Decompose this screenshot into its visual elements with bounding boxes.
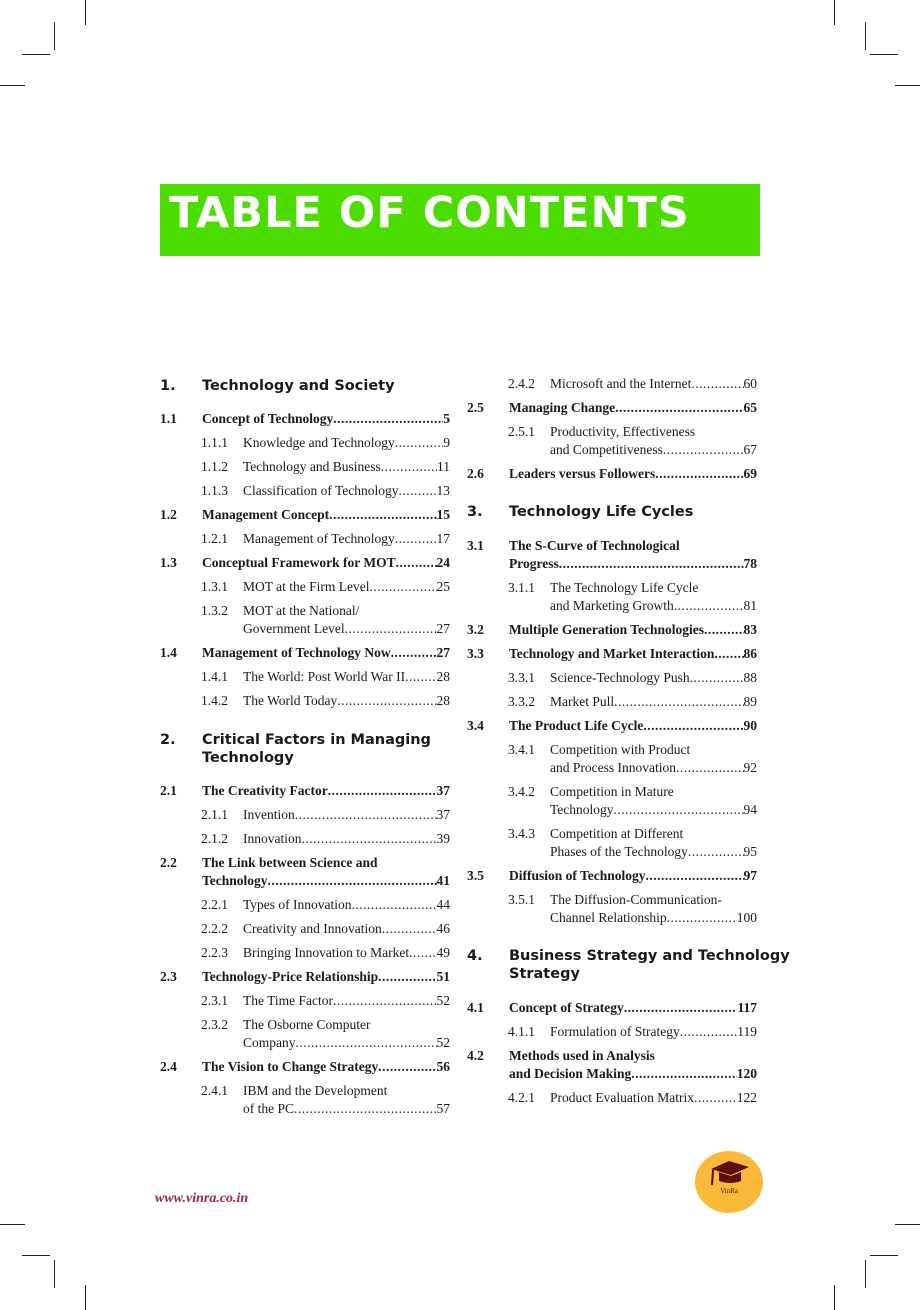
entry-number: 2.4.2	[508, 376, 535, 391]
page-number: 65	[743, 400, 757, 415]
entry-title: Types of Innovation	[243, 897, 352, 912]
page-number: 37	[436, 807, 450, 822]
dot-leader	[345, 620, 437, 638]
dot-leader	[396, 554, 437, 572]
dot-leader	[688, 843, 744, 861]
entry-title: Management of Technology Now	[202, 645, 391, 660]
entry-title: Competition with Product	[550, 742, 691, 757]
entry-number: 3.3	[467, 646, 484, 661]
entry-title: Management Concept	[202, 507, 330, 522]
entry-title: Technology Life Cycles	[509, 504, 694, 520]
entry-number: 1.3	[160, 555, 177, 570]
page-number: 5	[443, 411, 450, 426]
dot-leader	[333, 992, 437, 1010]
page-number: 52	[436, 1035, 450, 1050]
entry-title: Channel Relationship	[550, 910, 667, 925]
page-number: 41	[436, 873, 450, 888]
entry-title: and Process Innovation	[550, 760, 676, 775]
page-number: 28	[436, 669, 450, 684]
page-number: 46	[436, 921, 450, 936]
page-number: 69	[743, 466, 757, 481]
entry-number: 2.2.1	[201, 897, 228, 912]
entry-title: Productivity, Effectiveness	[550, 424, 696, 439]
dot-leader	[615, 399, 743, 417]
entry-title: Technology-Price Relationship	[202, 969, 379, 984]
entry-title: Progress	[509, 556, 559, 571]
entry-title: The Creativity Factor	[202, 783, 328, 798]
dot-leader	[328, 782, 437, 800]
entry-title: Business Strategy and Technology	[509, 948, 790, 964]
dot-leader	[655, 465, 743, 483]
dot-leader	[680, 1023, 738, 1041]
entry-title: Competition at Different	[550, 826, 684, 841]
entry-title: Classification of Technology	[243, 483, 399, 498]
page-number: 39	[436, 831, 450, 846]
entry-title: Diffusion of Technology	[509, 868, 646, 883]
dot-leader	[395, 530, 437, 548]
dot-leader	[333, 410, 443, 428]
entry-title: The Time Factor	[243, 993, 333, 1008]
entry-title: Technology and Market Interaction	[509, 646, 715, 661]
page-number: 119	[737, 1024, 757, 1039]
graduation-cap-icon	[695, 1151, 763, 1191]
dot-leader	[296, 1034, 437, 1052]
entry-title: Leaders versus Followers	[509, 466, 656, 481]
entry-title: Company	[243, 1035, 296, 1050]
dot-leader	[378, 1058, 436, 1076]
crop-mark	[870, 1255, 898, 1256]
crop-mark	[834, 0, 835, 25]
entry-number: 3.4.2	[508, 784, 535, 799]
entry-title: Competition in Mature	[550, 784, 674, 799]
entry-title: Methods used in Analysis	[509, 1048, 655, 1063]
crop-mark	[0, 85, 25, 86]
page-title: TABLE OF CONTENTS	[169, 188, 690, 238]
page-number: 92	[743, 760, 757, 775]
dot-leader	[614, 801, 744, 819]
entry-title: The Diffusion-Communication-	[550, 892, 722, 907]
page-number: 28	[436, 693, 450, 708]
dot-leader	[329, 506, 436, 524]
entry-number: 1.1.1	[201, 435, 228, 450]
dot-leader	[624, 999, 738, 1017]
crop-mark	[54, 1260, 55, 1288]
dot-leader	[381, 458, 437, 476]
page-number: 95	[743, 844, 757, 859]
dot-leader	[369, 578, 436, 596]
crop-mark	[22, 54, 50, 55]
entry-number: 3.4	[467, 718, 484, 733]
dot-leader	[559, 555, 744, 573]
entry-number: 1.1.2	[201, 459, 228, 474]
entry-title: Microsoft and the Internet	[550, 376, 692, 391]
entry-number: 1.3.2	[201, 603, 228, 618]
entry-number: 1.4	[160, 645, 177, 660]
crop-mark	[85, 1285, 86, 1310]
page-number: 52	[436, 993, 450, 1008]
entry-number: 4.1.1	[508, 1024, 535, 1039]
entry-title: Management of Technology	[243, 531, 395, 546]
entry-title: Technology	[202, 873, 268, 888]
entry-title: Creativity and Innovation	[243, 921, 382, 936]
entry-title: MOT at the Firm Level	[243, 579, 370, 594]
entry-title: Market Pull	[550, 694, 615, 709]
entry-number: 2.2.2	[201, 921, 228, 936]
entry-number: 1.	[160, 378, 176, 394]
entry-number: 3.5.1	[508, 892, 535, 907]
entry-title: The World: Post World War II	[243, 669, 406, 684]
entry-title: and Decision Making	[509, 1066, 632, 1081]
crop-mark	[865, 1260, 866, 1288]
logo-text: VinRa	[720, 1187, 738, 1195]
entry-title: of the PC	[243, 1101, 295, 1116]
dot-leader	[382, 920, 437, 938]
entry-number: 3.4.3	[508, 826, 535, 841]
entry-title: Product Evaluation Matrix	[550, 1090, 694, 1105]
entry-number: 1.4.1	[201, 669, 228, 684]
dot-leader	[694, 1089, 737, 1107]
entry-title: and Competitiveness	[550, 442, 663, 457]
entry-title: Phases of the Technology	[550, 844, 688, 859]
entry-title: Technology	[202, 750, 294, 766]
entry-title: Multiple Generation Technologies	[509, 622, 705, 637]
page-number: 17	[436, 531, 450, 546]
entry-title: Innovation	[243, 831, 302, 846]
entry-number: 2.1.2	[201, 831, 228, 846]
crop-mark	[834, 1285, 835, 1310]
dot-leader	[405, 668, 436, 686]
page-number: 57	[436, 1101, 450, 1116]
entry-number: 2.5.1	[508, 424, 535, 439]
entry-number: 2.4.1	[201, 1083, 228, 1098]
entry-number: 3.2	[467, 622, 484, 637]
entry-number: 2.2.3	[201, 945, 228, 960]
page-number: 89	[743, 694, 757, 709]
page-number: 67	[743, 442, 757, 457]
entry-number: 1.2.1	[201, 531, 228, 546]
dot-leader	[704, 621, 743, 639]
page-number: 117	[737, 1000, 757, 1015]
entry-number: 2.	[160, 732, 176, 748]
dot-leader	[268, 872, 437, 890]
entry-title: Invention	[243, 807, 295, 822]
page-number: 49	[436, 945, 450, 960]
entry-title: The Vision to Change Strategy	[202, 1059, 379, 1074]
page-number: 100	[736, 910, 757, 925]
crop-mark	[895, 85, 920, 86]
entry-number: 4.2	[467, 1048, 484, 1063]
entry-number: 1.2	[160, 507, 177, 522]
entry-number: 3.1	[467, 538, 484, 553]
page-number: 78	[743, 556, 757, 571]
dot-leader	[676, 759, 744, 777]
entry-number: 2.5	[467, 400, 484, 415]
entry-title: Technology and Society	[202, 378, 395, 394]
dot-leader	[631, 1065, 736, 1083]
crop-mark	[865, 22, 866, 50]
graduation-cap-logo	[695, 1151, 763, 1213]
page-number: 86	[743, 646, 757, 661]
page-number: 60	[743, 376, 757, 391]
crop-mark	[870, 54, 898, 55]
crop-mark	[85, 0, 86, 25]
entry-number: 3.1.1	[508, 580, 535, 595]
entry-title: Government Level	[243, 621, 345, 636]
page-number: 27	[436, 621, 450, 636]
entry-number: 3.3.2	[508, 694, 535, 709]
dot-leader	[399, 482, 437, 500]
dot-leader	[646, 867, 744, 885]
entry-number: 2.1	[160, 783, 177, 798]
dot-leader	[674, 597, 744, 615]
page-number: 90	[743, 718, 757, 733]
title-banner	[160, 184, 760, 256]
dot-leader	[667, 909, 737, 927]
page-number: 122	[736, 1090, 757, 1105]
entry-number: 1.4.2	[201, 693, 228, 708]
entry-title: Concept of Strategy	[509, 1000, 624, 1015]
dot-leader	[294, 1100, 436, 1118]
dot-leader	[409, 944, 436, 962]
entry-number: 2.4	[160, 1059, 177, 1074]
entry-title: Technology and Business	[243, 459, 381, 474]
dot-leader	[691, 375, 743, 393]
entry-number: 3.4.1	[508, 742, 535, 757]
entry-number: 3.5	[467, 868, 484, 883]
entry-number: 1.1	[160, 411, 177, 426]
entry-number: 2.1.1	[201, 807, 228, 822]
entry-number: 1.3.1	[201, 579, 228, 594]
dot-leader	[663, 441, 744, 459]
page-number: 120	[736, 1066, 757, 1081]
entry-number: 2.2	[160, 855, 177, 870]
entry-title: Technology	[550, 802, 614, 817]
dot-leader	[352, 896, 437, 914]
entry-number: 2.3.1	[201, 993, 228, 1008]
entry-title: Science-Technology Push	[550, 670, 690, 685]
footer-url[interactable]: www.vinra.co.in	[155, 1191, 249, 1206]
page-number: 51	[436, 969, 450, 984]
page-number: 11	[437, 459, 450, 474]
entry-title: The Link between Science and	[202, 855, 378, 870]
entry-title: The World Today	[243, 693, 338, 708]
dot-leader	[690, 669, 744, 687]
entry-title: and Marketing Growth	[550, 598, 674, 613]
page-number: 13	[436, 483, 450, 498]
page-number: 24	[436, 555, 450, 570]
entry-number: 2.3	[160, 969, 177, 984]
entry-number: 3.	[467, 504, 483, 520]
entry-title: Critical Factors in Managing	[202, 732, 431, 748]
dot-leader	[378, 968, 436, 986]
entry-title: Concept of Technology	[202, 411, 334, 426]
crop-mark	[54, 22, 55, 50]
page-number: 27	[436, 645, 450, 660]
entry-title: Bringing Innovation to Market	[243, 945, 410, 960]
entry-title: Managing Change	[509, 400, 616, 415]
page-number: 37	[436, 783, 450, 798]
entry-title: Formulation of Strategy	[550, 1024, 680, 1039]
crop-mark	[0, 1224, 25, 1225]
entry-title: The Product Life Cycle	[509, 718, 644, 733]
entry-title: Knowledge and Technology	[243, 435, 395, 450]
entry-title: Strategy	[509, 966, 580, 982]
entry-title: The Osborne Computer	[243, 1017, 371, 1032]
page-number: 94	[743, 802, 757, 817]
entry-title: MOT at the National/	[243, 603, 360, 618]
entry-title: The Technology Life Cycle	[550, 580, 699, 595]
page-number: 81	[743, 598, 757, 613]
page-number: 88	[743, 670, 757, 685]
page-number: 56	[436, 1059, 450, 1074]
dot-leader	[643, 717, 743, 735]
entry-number: 2.6	[467, 466, 484, 481]
crop-mark	[22, 1255, 50, 1256]
dot-leader	[302, 830, 437, 848]
entry-number: 4.	[467, 948, 483, 964]
entry-number: 4.1	[467, 1000, 484, 1015]
page-number: 44	[436, 897, 450, 912]
dot-leader	[614, 693, 743, 711]
dot-leader	[714, 645, 743, 663]
page-number: 25	[436, 579, 450, 594]
entry-number: 3.3.1	[508, 670, 535, 685]
crop-mark	[895, 1224, 920, 1225]
entry-title: Conceptual Framework for MOT	[202, 555, 396, 570]
page-number: 97	[743, 868, 757, 883]
entry-title: The S-Curve of Technological	[509, 538, 680, 553]
entry-number: 4.2.1	[508, 1090, 535, 1105]
dot-leader	[295, 806, 437, 824]
page-number: 83	[743, 622, 757, 637]
dot-leader	[395, 434, 443, 452]
dot-leader	[391, 644, 437, 662]
dot-leader	[337, 692, 436, 710]
entry-number: 2.3.2	[201, 1017, 228, 1032]
page-number: 15	[436, 507, 450, 522]
entry-title: IBM and the Development	[243, 1083, 388, 1098]
page-number: 9	[443, 435, 450, 450]
entry-number: 1.1.3	[201, 483, 228, 498]
